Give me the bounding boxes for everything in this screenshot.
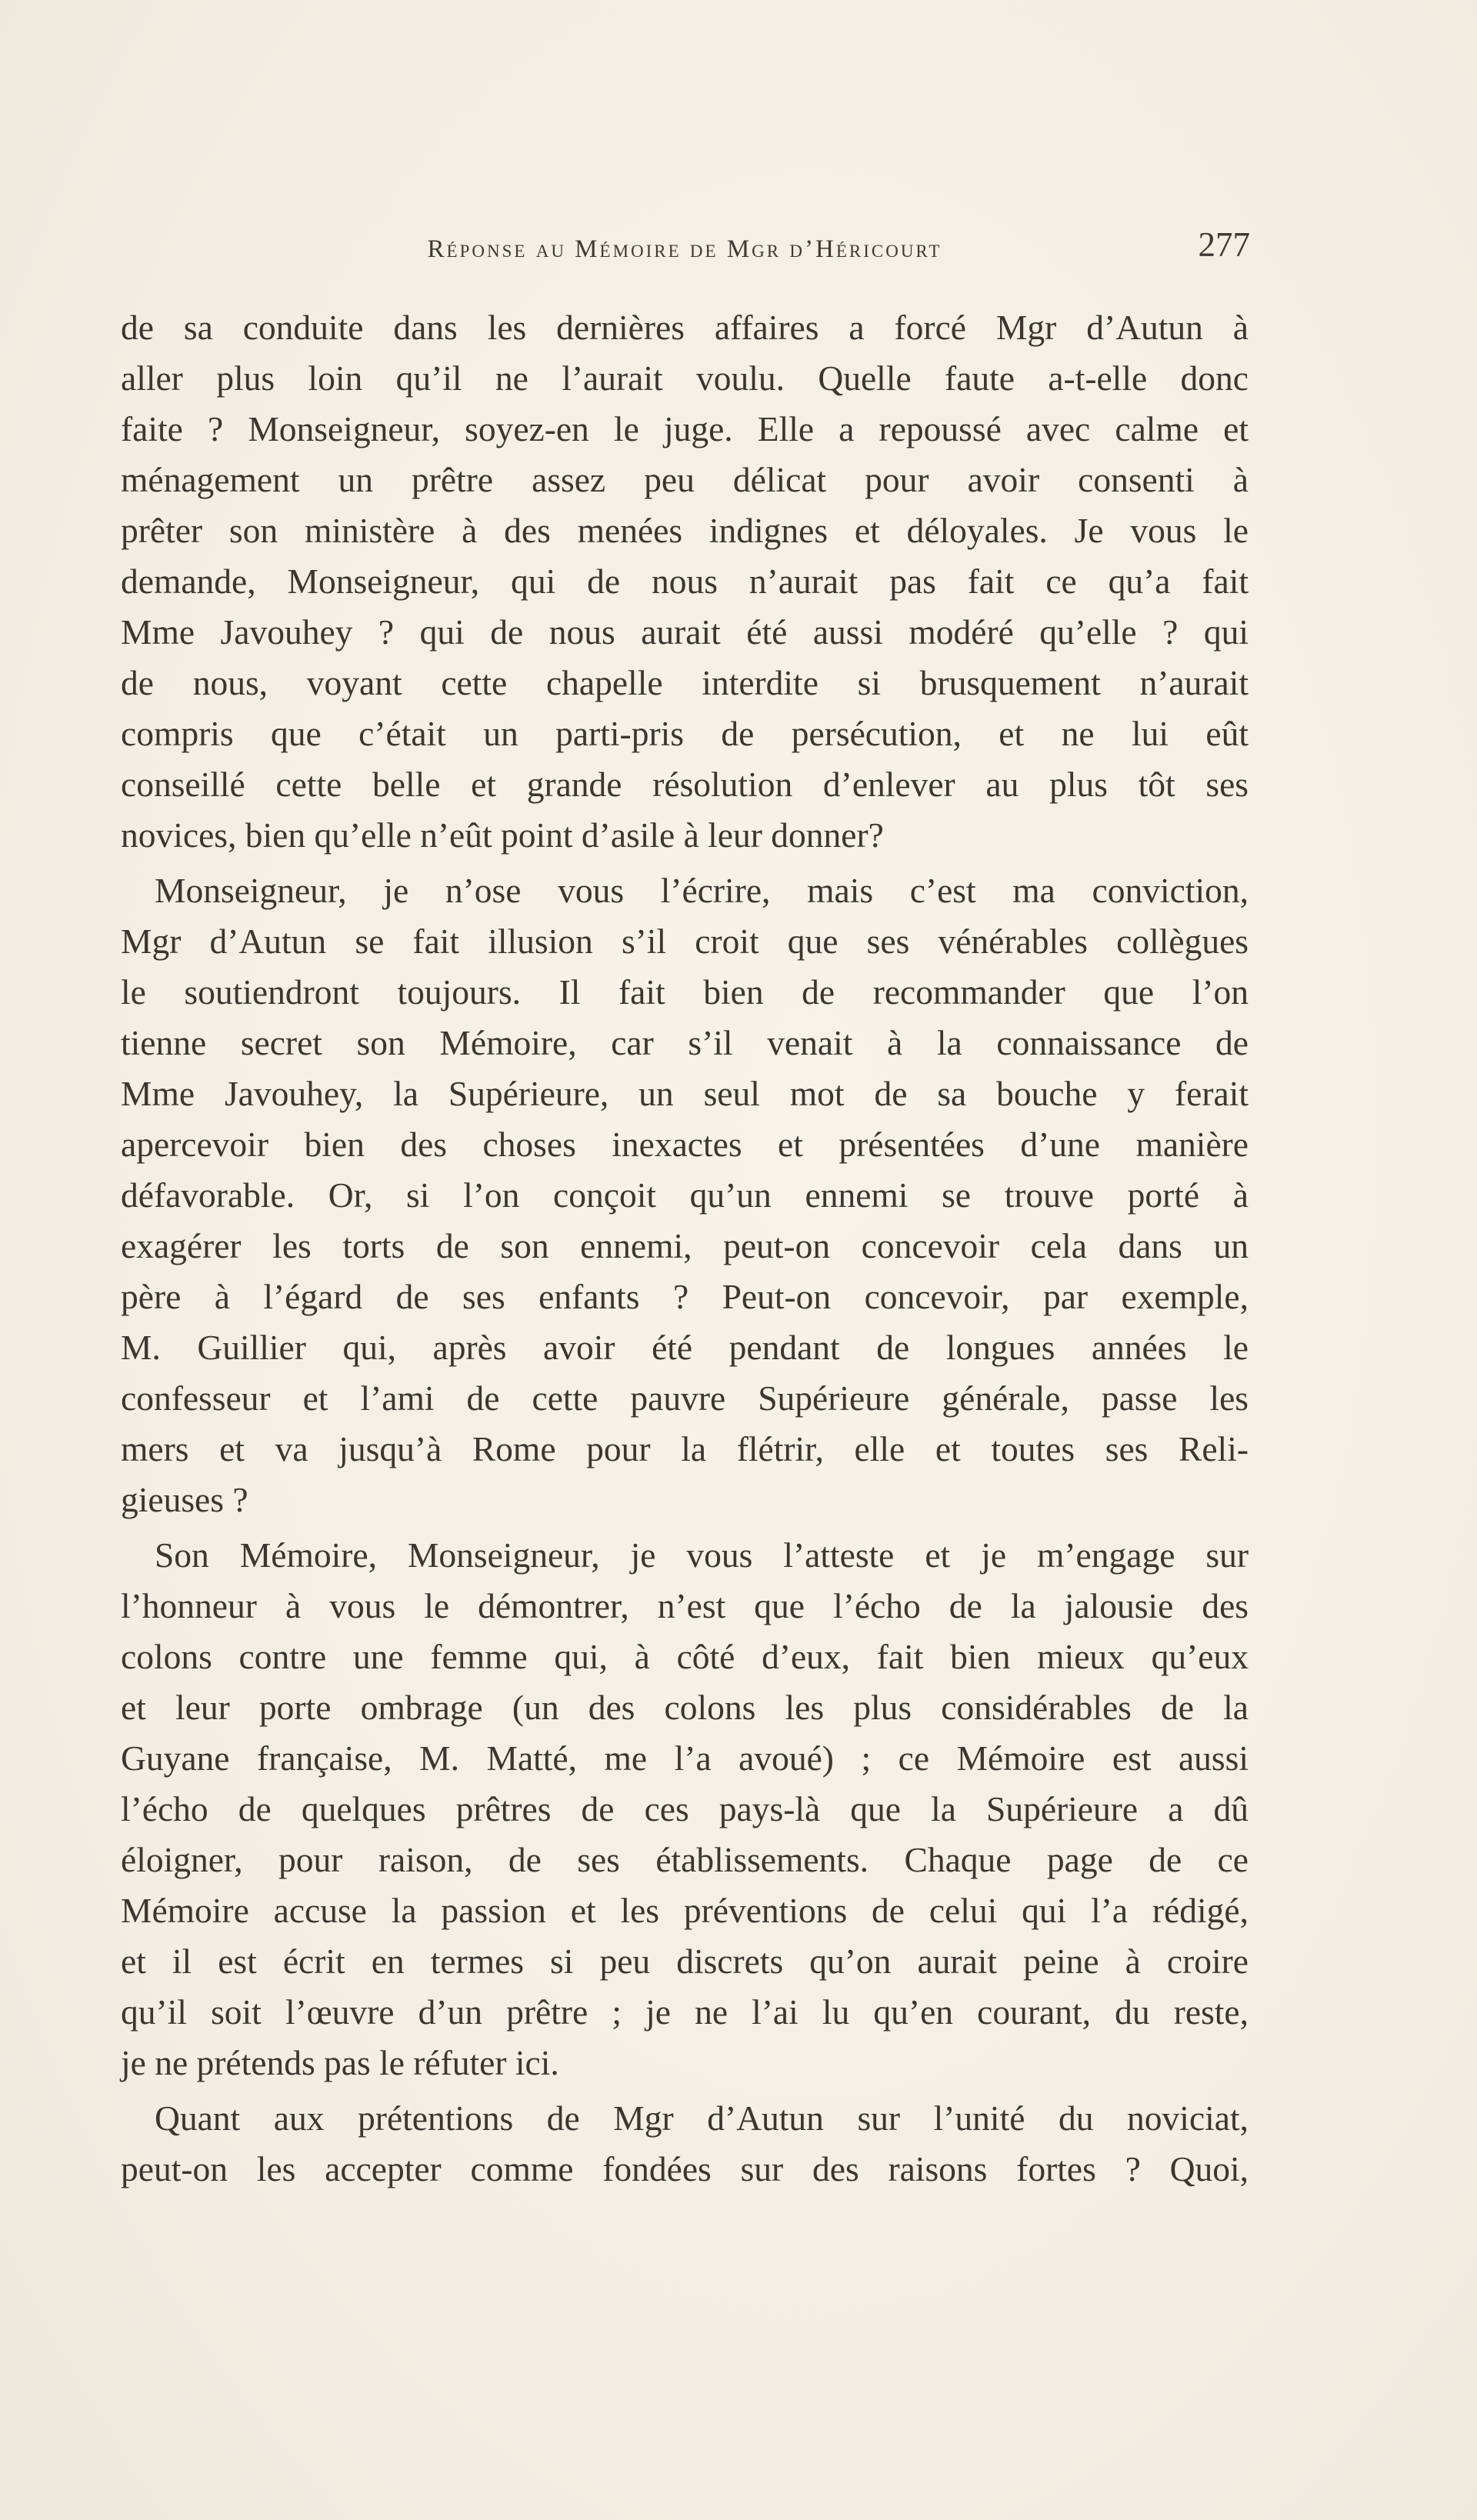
text-line: ménagement un prêtre assez peu délicat pour avoir consenti à <box>121 460 1249 499</box>
text-line: M. Guillier qui, après avoir été pendant de longues années le <box>121 1328 1249 1367</box>
text-line: éloigner, pour raison, de ses établissements. Chaque page de ce <box>121 1840 1249 1879</box>
paragraph-2 <box>121 865 1249 1525</box>
text-line: mers et va jusqu’à Rome pour la flétrir, elle et toutes ses Reli- <box>121 1429 1249 1468</box>
text-line: Mme Javouhey, la Supérieure, un seul mot de sa bouche y ferait <box>121 1074 1249 1113</box>
text-line: compris que c’était un parti-pris de persécution, et ne lui eût <box>121 714 1249 753</box>
text-line: l’honneur à vous le démontrer, n’est que l’écho de la jalousie des <box>121 1586 1249 1625</box>
text-line: confesseur et l’ami de cette pauvre Supérieure générale, passe les <box>121 1378 1249 1418</box>
paragraph-4 <box>121 2093 1249 2195</box>
text-line: exagérer les torts de son ennemi, peut-on concevoir cela dans un <box>121 1226 1249 1265</box>
text-line: père à l’égard de ses enfants ? Peut-on concevoir, par exemple, <box>121 1277 1249 1316</box>
text-line: de nous, voyant cette chapelle interdite si brusquement n’aurait <box>121 663 1249 702</box>
text-line: gieuses ? <box>121 1480 248 1519</box>
text-line: tienne secret son Mémoire, car s’il venait à la connaissance de <box>121 1023 1249 1062</box>
text-line: Monseigneur, je n’ose vous l’écrire, mais c’est ma conviction, <box>155 871 1249 910</box>
text-line: défavorable. Or, si l’on conçoit qu’un ennemi se trouve porté à <box>121 1175 1249 1215</box>
text-line: peut-on les accepter comme fondées sur des raisons fortes ? Quoi, <box>121 2149 1249 2188</box>
text-line: Guyane française, M. Matté, me l’a avoué) ; ce Mémoire est aussi <box>121 1738 1249 1778</box>
text-line: conseillé cette belle et grande résolution d’enlever au plus tôt ses <box>121 765 1249 804</box>
text-line: Son Mémoire, Monseigneur, je vous l’atteste et je m’engage sur <box>155 1535 1249 1575</box>
text-line: je ne prétends pas le réfuter ici. <box>121 2043 559 2082</box>
text-line: faite ? Monseigneur, soyez-en le juge. Elle a repoussé avec calme et <box>121 409 1249 448</box>
text-line: et leur porte ombrage (un des colons les plus considérables de la <box>121 1688 1249 1727</box>
text-line: colons contre une femme qui, à côté d’eux, fait bien mieux qu’eux <box>121 1637 1249 1676</box>
text-line: prêter son ministère à des menées indignes et déloyales. Je vous le <box>121 511 1249 550</box>
text-line: aller plus loin qu’il ne l’aurait voulu. Quelle faute a-t-elle donc <box>121 358 1249 398</box>
text-line: Mémoire accuse la passion et les préventions de celui qui l’a rédigé, <box>121 1891 1249 1930</box>
text-body <box>121 302 1249 2195</box>
paragraph-1 <box>121 302 1249 861</box>
text-line: l’écho de quelques prêtres de ces pays-là que la Supérieure a dû <box>121 1789 1249 1828</box>
text-line: le soutiendront toujours. Il fait bien de recommander que l’on <box>121 972 1249 1012</box>
running-header <box>119 225 1250 271</box>
text-line: novices, bien qu’elle n’eût point d’asile à leur donner? <box>121 815 884 855</box>
paragraph-3 <box>121 1530 1249 2088</box>
text-line: et il est écrit en termes si peu discrets qu’on aurait peine à croire <box>121 1942 1249 1981</box>
running-title: Réponse au Mémoire de Mgr d’Héricourt <box>427 235 942 263</box>
page-number: 277 <box>1198 225 1250 264</box>
text-line: qu’il soit l’œuvre d’un prêtre ; je ne l’ai lu qu’en courant, du reste, <box>121 1992 1249 2032</box>
text-line: apercevoir bien des choses inexactes et présentées d’une manière <box>121 1125 1249 1164</box>
text-line: Mgr d’Autun se fait illusion s’il croit que ses vénérables collègues <box>121 922 1249 961</box>
text-line: de sa conduite dans les dernières affaires a forcé Mgr d’Autun à <box>121 308 1249 347</box>
text-line: Mme Javouhey ? qui de nous aurait été aussi modéré qu’elle ? qui <box>121 612 1249 652</box>
text-line: demande, Monseigneur, qui de nous n’aurait pas fait ce qu’a fait <box>121 562 1249 601</box>
text-line: Quant aux prétentions de Mgr d’Autun sur l’unité du noviciat, <box>155 2098 1249 2138</box>
